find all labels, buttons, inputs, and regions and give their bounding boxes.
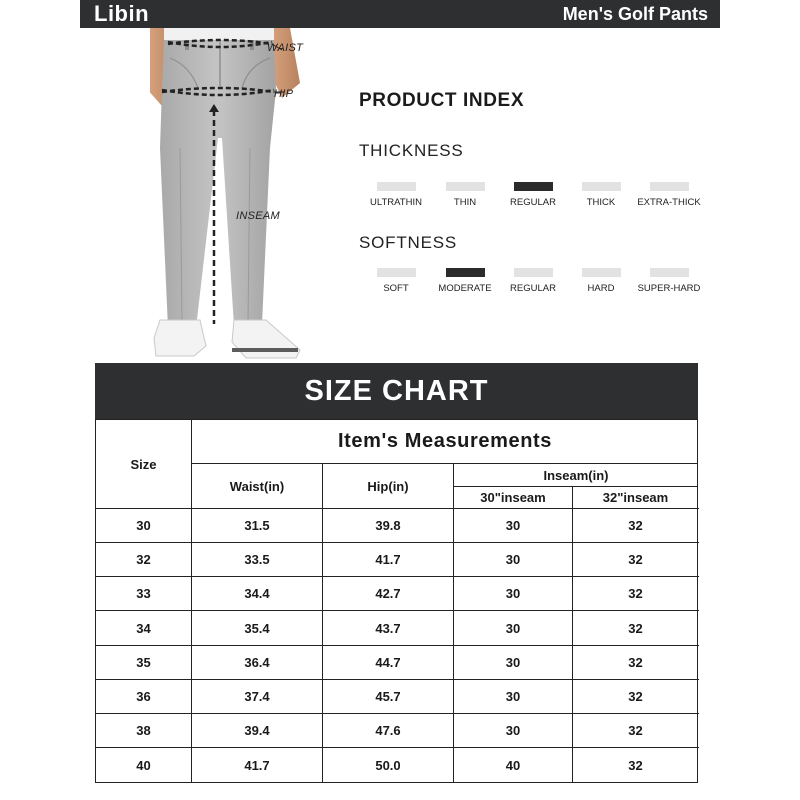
product-type: Men's Golf Pants — [562, 4, 708, 24]
inseam30-cell: 30 — [505, 518, 521, 533]
thickness-level — [429, 182, 501, 208]
hip-cell: 43.7 — [375, 620, 401, 636]
hip-cell: 47.6 — [375, 723, 401, 738]
size-chart — [95, 363, 698, 783]
size-column-header: Size — [130, 456, 157, 472]
softness-scale — [355, 268, 715, 302]
size-cell: 36 — [136, 689, 151, 704]
inseam-label: INSEAM — [236, 210, 280, 222]
hip-cell: 42.7 — [375, 586, 401, 601]
waist-label: WAIST — [267, 42, 304, 54]
thickness-title: THICKNESS — [359, 141, 464, 160]
measurements-group-header: Item's Measurements — [337, 430, 553, 452]
thickness-level — [565, 182, 637, 208]
hip-cell: 50.0 — [375, 757, 401, 773]
level-bar-selected — [514, 182, 553, 191]
softness-level — [497, 268, 569, 294]
top-banner — [80, 0, 720, 28]
inseam32-cell: 32 — [628, 655, 643, 670]
inseam32-cell: 32 — [628, 552, 643, 567]
level-bar — [446, 182, 485, 191]
level-bar — [582, 182, 621, 191]
level-bar — [377, 182, 416, 191]
size-cell: 33 — [136, 586, 151, 601]
hip-cell: 41.7 — [375, 552, 401, 567]
level-label: THICK — [586, 197, 616, 208]
inseam30-cell: 30 — [505, 655, 521, 670]
size-cell: 40 — [136, 757, 151, 773]
softness-level — [633, 268, 705, 294]
waist-cell: 36.4 — [244, 655, 270, 670]
model-pants-photo — [150, 28, 310, 362]
inseam30-cell: 30 — [505, 586, 521, 601]
softness-level-selected — [429, 268, 501, 294]
inseam30-cell: 30 — [505, 689, 521, 704]
waist-column-header: Waist(in) — [229, 478, 285, 494]
inseam30-cell: 30 — [505, 552, 521, 567]
inseam32-cell: 32 — [628, 586, 643, 601]
softness-level — [565, 268, 637, 294]
hip-cell: 45.7 — [375, 689, 401, 704]
waist-cell: 41.7 — [244, 757, 270, 773]
size-cell: 34 — [136, 620, 151, 636]
inseam30-cell: 30 — [505, 723, 521, 738]
thickness-level — [633, 182, 705, 208]
level-label: SUPER-HARD — [637, 283, 701, 294]
inseam32-cell: 32 — [628, 620, 643, 636]
waist-cell: 35.4 — [244, 620, 270, 636]
level-bar — [650, 182, 689, 191]
size-table — [95, 419, 698, 783]
waist-cell: 34.4 — [244, 586, 270, 601]
level-label: ULTRATHIN — [370, 197, 422, 208]
level-bar — [650, 268, 689, 277]
level-label: SOFT — [383, 283, 409, 294]
level-label: EXTRA-THICK — [637, 197, 701, 208]
thickness-level-selected — [497, 182, 569, 208]
waist-cell: 31.5 — [244, 518, 270, 533]
inseam32-cell: 32 — [628, 723, 643, 738]
inseam30-cell: 30 — [505, 620, 521, 636]
thickness-level — [360, 182, 432, 208]
level-bar — [377, 268, 416, 277]
level-label: HARD — [587, 283, 615, 294]
size-cell: 30 — [136, 518, 151, 533]
size-cell: 32 — [136, 552, 151, 567]
size-cell: 35 — [136, 655, 151, 670]
waist-cell: 37.4 — [244, 689, 270, 704]
level-label: MODERATE — [438, 283, 492, 294]
waist-cell: 33.5 — [244, 552, 270, 567]
hip-cell: 44.7 — [375, 655, 401, 670]
inseam32-cell: 32 — [628, 518, 643, 533]
hip-column-header: Hip(in) — [367, 478, 409, 494]
softness-title: SOFTNESS — [359, 233, 458, 252]
level-bar — [582, 268, 621, 277]
hip-cell: 39.8 — [375, 518, 401, 533]
waist-cell: 39.4 — [244, 723, 270, 738]
inseam-group-header: Inseam(in) — [543, 467, 609, 483]
product-index-title: PRODUCT INDEX — [359, 90, 525, 111]
inseam30-column-header: 30"inseam — [480, 490, 546, 505]
level-label: THIN — [453, 197, 477, 208]
inseam32-cell: 32 — [628, 689, 643, 704]
level-label: REGULAR — [510, 197, 556, 208]
softness-level — [360, 268, 432, 294]
level-bar-selected — [446, 268, 485, 277]
level-bar — [514, 268, 553, 277]
inseam32-column-header: 32"inseam — [602, 490, 669, 505]
inseam30-cell: 40 — [505, 757, 521, 773]
size-chart-title: SIZE CHART — [95, 363, 698, 419]
size-cell: 38 — [136, 723, 151, 738]
inseam32-cell: 32 — [628, 757, 643, 773]
brand-name: Libin — [94, 1, 150, 26]
thickness-scale — [355, 182, 715, 216]
level-label: REGULAR — [510, 283, 556, 294]
hip-label: HIP — [274, 88, 294, 100]
